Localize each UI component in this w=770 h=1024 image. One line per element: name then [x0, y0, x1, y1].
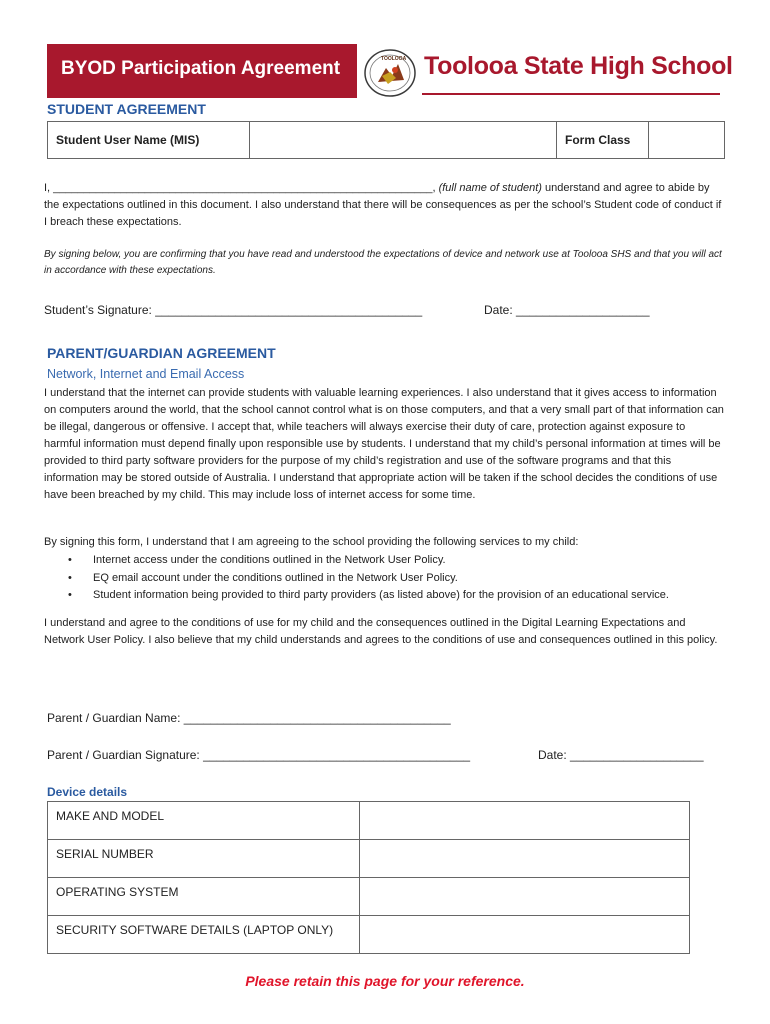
declaration-prefix: I, ______________________________________________________________, — [44, 182, 439, 194]
operating-system-label: OPERATING SYSTEM — [48, 878, 360, 916]
serial-number-field[interactable] — [360, 840, 690, 878]
school-name: Toolooa State High School — [424, 52, 733, 80]
school-crest-icon — [362, 46, 418, 98]
operating-system-field[interactable] — [360, 878, 690, 916]
parent-paragraph-consent: I understand and agree to the conditions of use for my child and the consequences outlined in the Digital Learning Expectations and Network User Policy. I also believe that my child understands and agrees to the conditions of use and consequences outlined in this policy. — [44, 617, 718, 646]
student-signature-line[interactable]: Student’s Signature: ________________________________________ — [44, 303, 423, 317]
parent-signature-line[interactable]: Parent / Guardian Signature: ________________________________________ — [47, 748, 471, 762]
list-item — [44, 570, 704, 588]
list-item — [44, 587, 704, 605]
bullet-icon: • — [68, 589, 72, 601]
parent-name-line[interactable]: Parent / Guardian Name: ________________________________________ — [47, 711, 451, 725]
school-logo — [360, 46, 733, 100]
services-list — [44, 552, 704, 605]
make-model-field[interactable] — [360, 802, 690, 840]
form-class-label: Form Class — [557, 122, 649, 159]
form-class-field[interactable] — [649, 122, 725, 159]
list-item-text: EQ email account under the conditions outlined in the Network User Policy. — [93, 571, 458, 584]
username-label: Student User Name (MIS) — [48, 122, 250, 159]
table-row — [48, 878, 690, 916]
parent-date-line[interactable]: Date: ____________________ — [538, 748, 704, 762]
device-details-table — [47, 801, 690, 954]
security-software-label: SECURITY SOFTWARE DETAILS (LAPTOP ONLY) — [48, 916, 360, 954]
declaration-text: understand and agree to abide by the expectations outlined in this document. I also understand that there will be consequences as per the school’s Student code of conduct if I breach these expectations. — [44, 182, 722, 228]
make-model-label: MAKE AND MODEL — [48, 802, 360, 840]
list-item-text: Student information being provided to third party providers (as listed above) for the provision of an educational service. — [93, 589, 669, 601]
title-banner — [47, 44, 357, 98]
student-date-line[interactable]: Date: ____________________ — [484, 303, 650, 317]
table-row — [48, 840, 690, 878]
list-item — [44, 552, 704, 570]
bullet-icon: • — [68, 571, 72, 584]
table-row — [48, 802, 690, 840]
device-details-heading: Device details — [47, 785, 128, 799]
parent-paragraph-internet: I understand that the internet can provide students with valuable learning experiences. I also understand that it gives access to information on computers around the world, that the school cannot control what is on those computers, and that a very small part of that information can be illegal, dangerous or offensive. I accept that, while teachers will always exercise their duty of care, protection against exposure to harmful information must depend finally upon responsible use by students. I understand that my child’s personal information at times will be provided to third party software providers for the purpose of my child’s registration and use of the software programs and that this information may be stored outside of Australia. I understand that appropriate action will be taken if the school decides the conditions of use have been breached by my child. This may include loss of internet access for some time. — [44, 387, 724, 501]
parent-agreement-heading: PARENT/GUARDIAN AGREEMENT — [47, 345, 276, 361]
full-name-hint: (full name of student) — [438, 182, 542, 194]
crest-text: TOOLOOA — [381, 56, 407, 62]
page-title: BYOD Participation Agreement — [61, 58, 341, 79]
network-access-subheading: Network, Internet and Email Access — [47, 367, 245, 381]
student-declaration — [44, 180, 724, 231]
list-item-text: Internet access under the conditions outlined in the Network User Policy. — [93, 554, 446, 566]
username-field[interactable] — [250, 122, 557, 159]
retain-page-note: Please retain this page for your reference. — [245, 973, 525, 989]
serial-number-label: SERIAL NUMBER — [48, 840, 360, 878]
parent-paragraph-services: By signing this form, I understand that I am agreeing to the school providing the following services to my child: — [44, 536, 579, 548]
bullet-icon: • — [68, 554, 72, 566]
table-row — [48, 916, 690, 954]
student-info-table — [47, 121, 725, 159]
student-agreement-heading: STUDENT AGREEMENT — [47, 101, 206, 117]
header-divider — [422, 93, 720, 95]
security-software-field[interactable] — [360, 916, 690, 954]
confirmation-text: By signing below, you are confirming that you have read and understood the expectations of device and network use at Toolooa SHS and that you will act in accordance with these expectations. — [44, 249, 722, 276]
